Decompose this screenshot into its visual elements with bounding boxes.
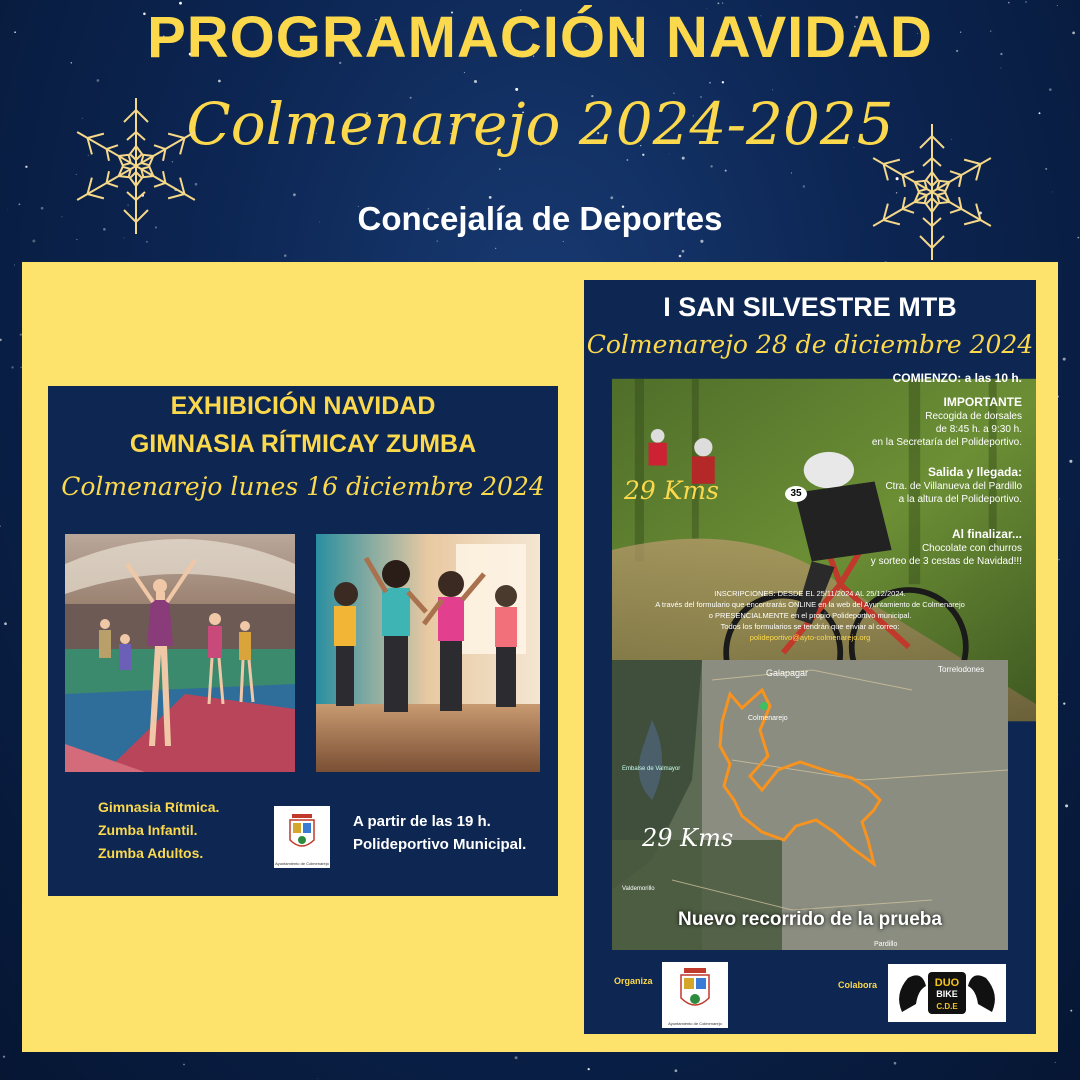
important-line: en la Secretaría del Polideportivo.: [871, 437, 1022, 448]
poster-subheading: GIMNASIA RÍTMICAY ZUMBA: [129, 430, 477, 458]
star: [3, 1056, 5, 1058]
registration-line: o PRESENCIALMENTE en el propio Polideportivo municipal.: [708, 611, 912, 620]
coat-of-arms-icon: [274, 806, 330, 858]
duo-bike-logo-icon: [888, 964, 1006, 1022]
star: [1069, 460, 1072, 463]
important-block: [872, 396, 1022, 449]
star: [725, 170, 727, 172]
mtb-race-poster: [584, 280, 1036, 1034]
start-time: COMIENZO: a las 10 h.: [892, 371, 1022, 385]
registration-line: A través del formulario que encontrarás ONLINE en la web del Ayuntamiento de Colmenarejo: [655, 600, 965, 609]
collaborator-label: Colabora: [838, 980, 878, 990]
race-date: Colmenarejo 28 de diciembre 2024: [586, 330, 1034, 359]
event-venue: Polideportivo Municipal.: [353, 836, 527, 853]
star: [675, 1069, 678, 1072]
page-title: PROGRAMACIÓN NAVIDAD: [147, 5, 933, 70]
poster-date: Colmenarejo lunes 16 diciembre 2024: [61, 472, 545, 501]
collaborator-logo: [888, 964, 1006, 1022]
star: [218, 80, 221, 83]
coat-of-arms-icon: [662, 962, 728, 1020]
town-logo: [274, 806, 330, 868]
star: [679, 255, 682, 258]
star: [284, 254, 287, 257]
map-distance: 29 Kms: [642, 824, 734, 852]
star: [489, 196, 492, 199]
map-place: Galapagar: [766, 668, 809, 678]
star: [318, 1078, 319, 1079]
star: [495, 248, 496, 249]
registration-info: [584, 588, 1036, 643]
bib-number: 35: [785, 486, 807, 502]
star: [1063, 358, 1066, 361]
collab-logo-text: DUO: [934, 977, 960, 989]
star: [709, 82, 711, 84]
gymnastics-photo: [65, 534, 295, 772]
zumba-photo: [316, 534, 540, 772]
star: [682, 250, 685, 253]
star: [1058, 559, 1060, 561]
list-item: Zumba Infantil.: [98, 822, 198, 838]
star: [4, 622, 7, 625]
race-title: I SAN SILVESTRE MTB: [663, 292, 957, 322]
collab-logo-text: BIKE: [936, 989, 958, 999]
star: [791, 173, 792, 174]
event-info: [353, 810, 526, 856]
page-subtitle: Colmenarejo 2024-2025: [186, 90, 894, 158]
poster-heading: EXHIBICIÓN NAVIDAD: [170, 392, 436, 420]
star: [32, 240, 35, 243]
map-place: Colmenarejo: [748, 715, 788, 722]
map-caption: Nuevo recorrido de la prueba: [678, 909, 942, 930]
important-line: de 8:45 h. a 9:30 h.: [935, 424, 1022, 435]
event-time: A partir de las 19 h.: [353, 813, 491, 830]
star: [563, 241, 564, 242]
list-item: Zumba Adultos.: [98, 845, 204, 861]
star: [293, 193, 296, 196]
star: [11, 366, 13, 368]
star: [1055, 1062, 1056, 1063]
email-link[interactable]: polideportivo@ayto-colmenarejo.org: [749, 633, 871, 642]
map-place: Valdemorillo: [622, 886, 655, 892]
star: [722, 81, 724, 83]
start-finish-line: a la altura del Polideportivo.: [898, 494, 1022, 505]
activity-list: [98, 796, 219, 865]
snowflake-icon: [858, 118, 1006, 266]
star: [1025, 1, 1026, 2]
star: [0, 339, 2, 341]
star: [515, 1056, 518, 1059]
after-label: Al finalizar...: [951, 527, 1022, 541]
collab-logo-text: C.D.E: [936, 1002, 958, 1011]
star: [588, 1068, 590, 1070]
important-line: Recogida de dorsales: [925, 411, 1022, 422]
race-distance: 29 Kms: [624, 476, 719, 505]
map-place: Torrelodones: [938, 665, 985, 674]
star: [464, 72, 465, 73]
star: [1052, 191, 1053, 192]
star: [474, 80, 477, 83]
star: [25, 166, 27, 168]
map-place: Embalse de Valmayor: [622, 766, 681, 772]
star: [1070, 1010, 1072, 1012]
route-map: [612, 660, 1008, 950]
organizer-label: Organiza: [614, 976, 653, 986]
registration-line: INSCRIPCIONES: DESDE EL 25/11/2024 AL 25/12/2024.: [714, 589, 906, 598]
map-place: Pardillo: [874, 941, 898, 948]
start-finish-line: Ctra. de Villanueva del Pardillo: [885, 481, 1022, 492]
star: [1063, 703, 1065, 705]
star: [803, 185, 805, 187]
star: [894, 1062, 897, 1065]
star: [146, 241, 148, 243]
star: [0, 525, 1, 527]
star: [710, 165, 712, 167]
star: [97, 79, 100, 82]
star: [183, 1064, 185, 1066]
star: [626, 159, 628, 161]
after-line: Chocolate con churros: [921, 543, 1022, 554]
snowflake-icon: [62, 92, 210, 240]
department-label: Concejalía de Deportes: [357, 200, 723, 237]
star: [436, 240, 438, 242]
list-item: Gimnasia Rítmica.: [98, 799, 220, 815]
after-line: y sorteo de 3 cestas de Navidad!!!: [870, 556, 1022, 567]
important-label: IMPORTANTE: [943, 395, 1022, 409]
gymnastics-zumba-poster: [48, 386, 558, 896]
star: [14, 265, 15, 266]
registration-line: Todos los formularios se tendrán que enviar al correo:: [720, 622, 900, 631]
start-finish-label: Salida y llegada:: [927, 465, 1022, 479]
star: [610, 196, 613, 199]
star: [1045, 168, 1047, 170]
start-finish-block: [885, 466, 1022, 506]
star: [499, 168, 501, 170]
star: [700, 240, 703, 243]
after-block: [871, 528, 1022, 568]
organizer-logo: [662, 962, 728, 1028]
star: [1065, 804, 1068, 807]
organizer-logo-caption: Ayuntamiento de Colmenarejo: [668, 1021, 722, 1026]
race-start-info: [893, 372, 1022, 386]
star: [1059, 499, 1060, 500]
logo-caption: Ayuntamiento de Colmenarejo: [275, 861, 329, 866]
